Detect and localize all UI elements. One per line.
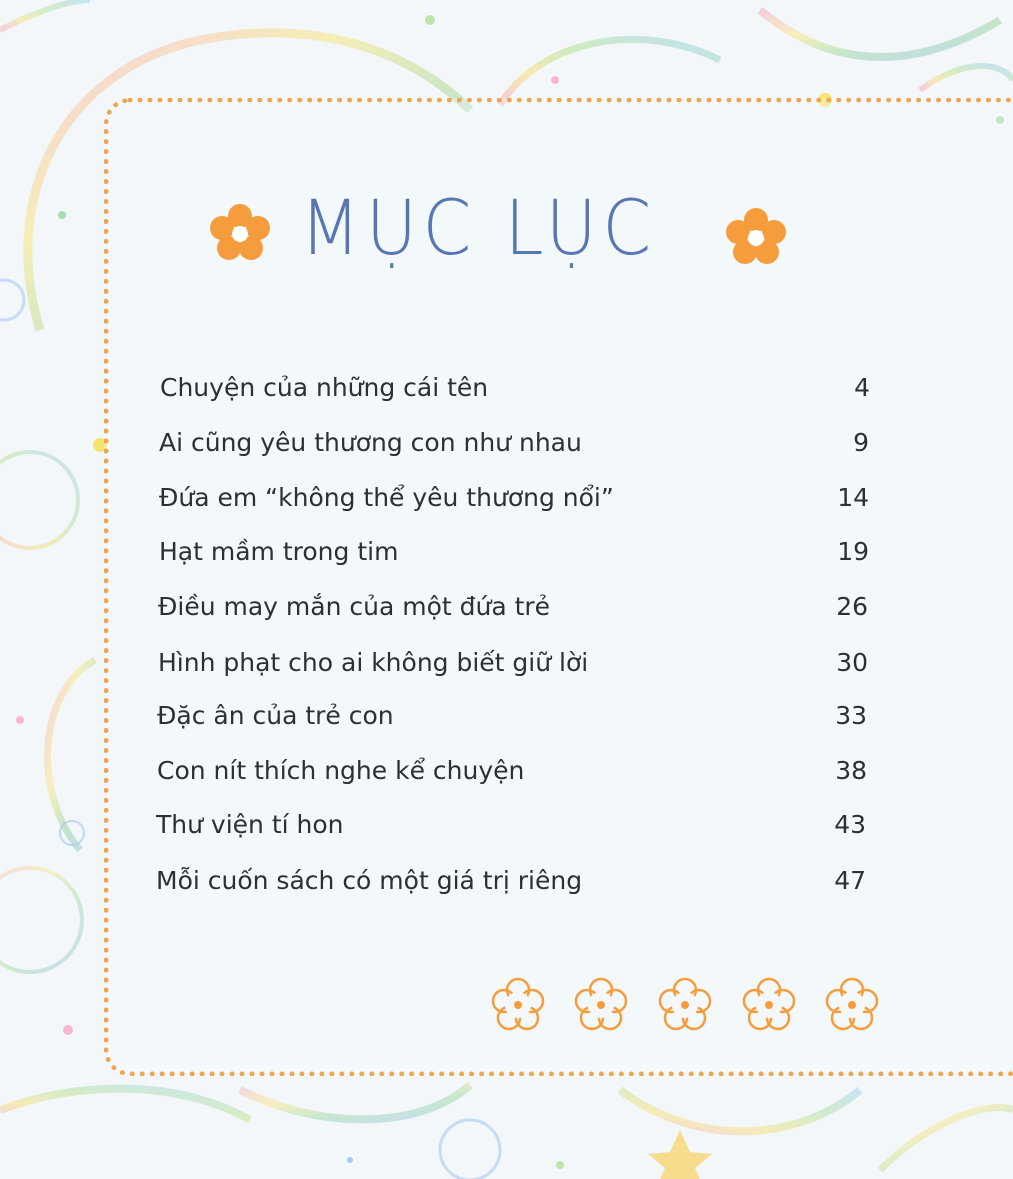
flower-outline-icon [493,979,543,1029]
flower-icon [206,202,274,262]
toc-entry-page: 19 [837,537,869,566]
toc-entry-title: Con nít thích nghe kể chuyện [157,756,525,785]
toc-entry[interactable] [159,423,869,463]
flower-outline-icon [660,979,710,1029]
toc-entry-page: 38 [835,756,867,785]
toc-entry[interactable] [159,532,869,572]
toc-entry-title: Điều may mắn của một đứa trẻ [158,592,551,621]
toc-entry-page: 30 [836,648,868,677]
toc-entry-title: Hạt mầm trong tim [159,537,399,566]
toc-entry-title: Hình phạt cho ai không biết giữ lời [158,648,589,677]
toc-entry-page: 9 [853,428,869,457]
toc-entry[interactable] [157,696,867,736]
toc-entry-page: 47 [834,866,866,895]
toc-entry[interactable] [160,368,870,408]
flower-outline-strip [480,975,890,1035]
page-title: MỤC LỤC [300,183,657,272]
flower-outline-icon [827,979,877,1029]
title-row [0,178,1013,278]
toc-entry[interactable] [158,643,868,683]
flower-icon [722,206,790,266]
toc-entry-title: Chuyện của những cái tên [160,373,489,402]
toc-entry[interactable] [159,478,869,518]
toc-entry-page: 33 [835,701,867,730]
flower-outline-icon [576,979,626,1029]
toc-entry-page: 26 [836,592,868,621]
toc-entry-title: Ai cũng yêu thương con như nhau [159,428,582,457]
toc-entry-title: Mỗi cuốn sách có một giá trị riêng [156,866,583,895]
toc-entry-title: Thư viện tí hon [156,810,344,839]
toc-entry-page: 14 [837,483,869,512]
toc-entry-title: Đứa em “không thể yêu thương nổi” [159,483,614,512]
toc-entry[interactable] [156,805,866,845]
toc-entry-page: 4 [854,373,870,402]
toc-entry-title: Đặc ân của trẻ con [157,701,394,730]
toc-entry-page: 43 [834,810,866,839]
toc-entry[interactable] [156,861,866,901]
flower-outline-icon [744,979,794,1029]
toc-entry[interactable] [157,751,867,791]
toc-entry[interactable] [158,587,868,627]
